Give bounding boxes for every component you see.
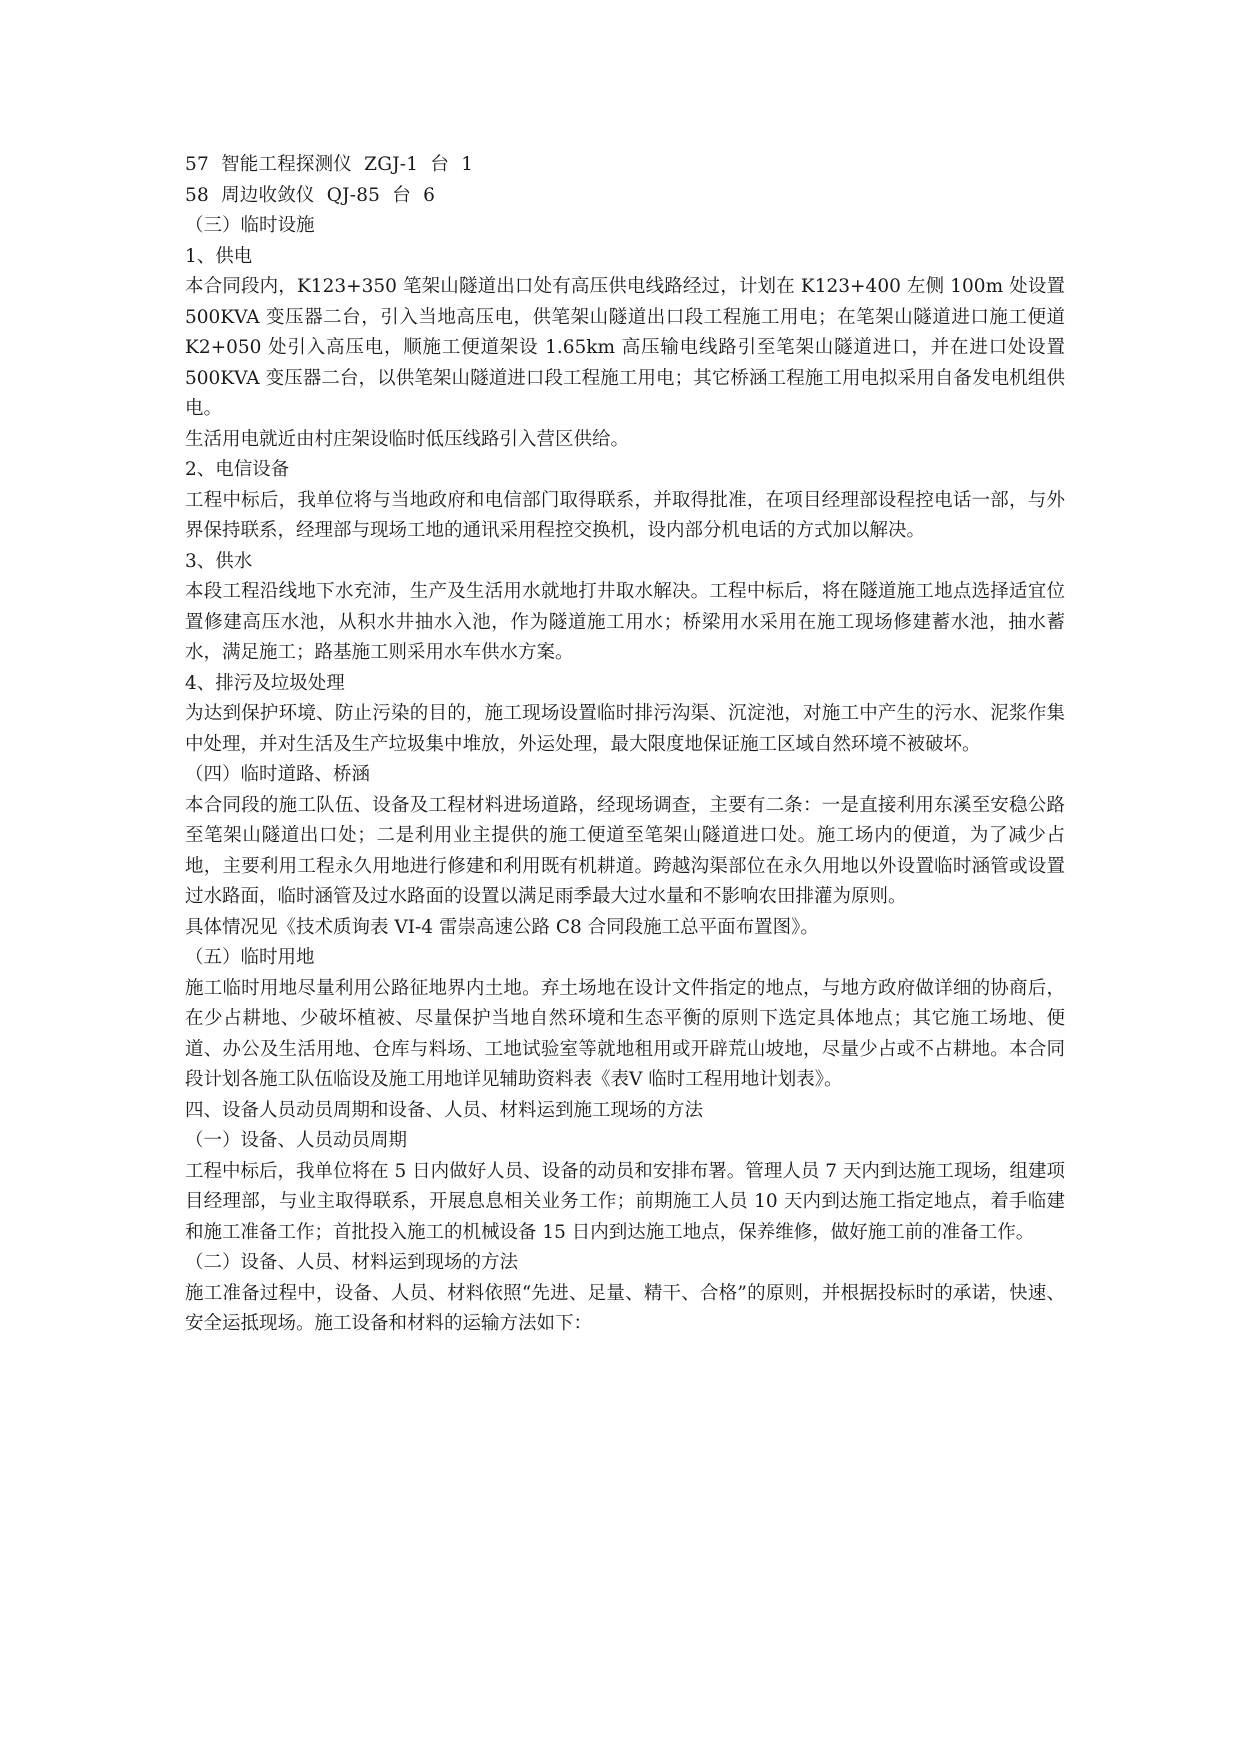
paragraph-sewage: 为达到保护环境、防止污染的目的，施工现场设置临时排污沟渠、沉淀池，对施工中产生的污水、泥浆作集中处理，并对生活及生产垃圾集中堆放，外运处理，最大限度地保证施工区域自然环境不被破坏。 — [185, 703, 1065, 755]
section-heading-temporary-roads: （四）临时道路、桥涵 — [185, 764, 371, 785]
paragraph-water-supply: 本段工程沿线地下水充沛，生产及生活用水就地打井取水解决。工程中标后，将在隧道施工地点选择适宜位置修建高压水池，从积水井抽水入池，作为隧道施工用水；桥梁用水采用在施工现场修建蓄水池，抽水蓄水，满足施工；路基施工则采用水车供水方案。 — [185, 581, 1065, 663]
section-heading-transport-methods: （二）设备、人员、材料运到现场的方法 — [185, 1252, 519, 1273]
section-heading-water-supply: 3、供水 — [185, 550, 253, 572]
section-heading-temporary-facilities: （三）临时设施 — [185, 215, 315, 236]
paragraph-temporary-land: 施工临时用地尽量利用公路征地界内土地。弃土场地在设计文件指定的地点，与地方政府做详细的协商后，在少占耕地、少破坏植被、尽量保护当地自然环境和生态平衡的原则下选定具体地点；其它施工场地、便道、办公及生活用地、仓库与料场、工地试验室等就地租用或开辟荒山坡地，尽量少占或不占耕地。本合同段计划各施工队伍临设及施工用地详见辅助资料表《表Ⅴ 临时工程用地计划表》。 — [185, 977, 1065, 1090]
section-heading-mobilization: 四、设备人员动员周期和设备、人员、材料运到施工现场的方法 — [185, 1099, 704, 1121]
paragraph-mobilization-period: 工程中标后，我单位将在 5 日内做好人员、设备的动员和安排布署。管理人员 7 天内到达施工现场，组建项目经理部，与业主取得联系，开展息息相关业务工作；前期施工人员 10 天内到达施工指定地点，着手临建和施工准备工作；首批投入施工的机械设备 15 日内到达施工地点，保养维修，做好施工前的准备工作。 — [185, 1160, 1065, 1243]
section-heading-mobilization-period: （一）设备、人员动员周期 — [185, 1130, 408, 1151]
paragraph-telecom: 工程中标后，我单位将与当地政府和电信部门取得联系，并取得批准，在项目经理部设程控电话一部，与外界保持联系，经理部与现场工地的通讯采用程控交换机，设内部分机电话的方式加以解决。 — [185, 489, 1065, 541]
paragraph-layout-reference: 具体情况见《技术质询表 VI-4 雷崇高速公路 C8 合同段施工总平面布置图》。 — [185, 916, 819, 938]
paragraph-power-supply: 本合同段内，K123+350 笔架山隧道出口处有高压供电线路经过，计划在 K123+400 左侧 100m 处设置 500KVA 变压器二台，引入当地高压电，供笔架山隧道出口段工程施工用电；在笔架山隧道进口施工便道 K2+050 处引入高压电，顺施工便道架设 1.65km 高压输电线路引至笔架山隧道进口，并在进口处设置 500KVA 变压器二台，以供笔架山隧道进口段工程施工用电；其它桥涵工程施工用电拟采用自备发电机组供电。 — [185, 276, 1065, 419]
paragraph-transport-methods: 施工准备过程中，设备、人员、材料依照“先进、足量、精干、合格”的原则，并根据投标时的承诺，快速、安全运抵现场。施工设备和材料的运输方法如下： — [185, 1282, 1065, 1334]
section-heading-sewage: 4、排污及垃圾处理 — [185, 672, 345, 694]
paragraph-living-power: 生活用电就近由村庄架设临时低压线路引入营区供给。 — [185, 428, 630, 450]
equipment-row-57: 57 智能工程探测仪 ZGJ-1 台 1 — [185, 154, 474, 175]
section-heading-temporary-land: （五）临时用地 — [185, 947, 315, 968]
equipment-row-58: 58 周边收敛仪 QJ-85 台 6 — [185, 184, 436, 206]
section-heading-power-supply: 1、供电 — [185, 245, 253, 267]
section-heading-telecom: 2、电信设备 — [185, 459, 290, 480]
paragraph-temporary-roads: 本合同段的施工队伍、设备及工程材料进场道路，经现场调查，主要有二条：一是直接利用东溪至安稳公路至笔架山隧道出口处；二是利用业主提供的施工便道至笔架山隧道进口处。施工场内的便道，为了减少占地，主要利用工程永久用地进行修建和利用既有机耕道。跨越沟渠部位在永久用地以外设置临时涵管或设置过水路面，临时涵管及过水路面的设置以满足雨季最大过水量和不影响农田排灌为原则。 — [185, 794, 1065, 907]
document-page — [185, 150, 1065, 1340]
